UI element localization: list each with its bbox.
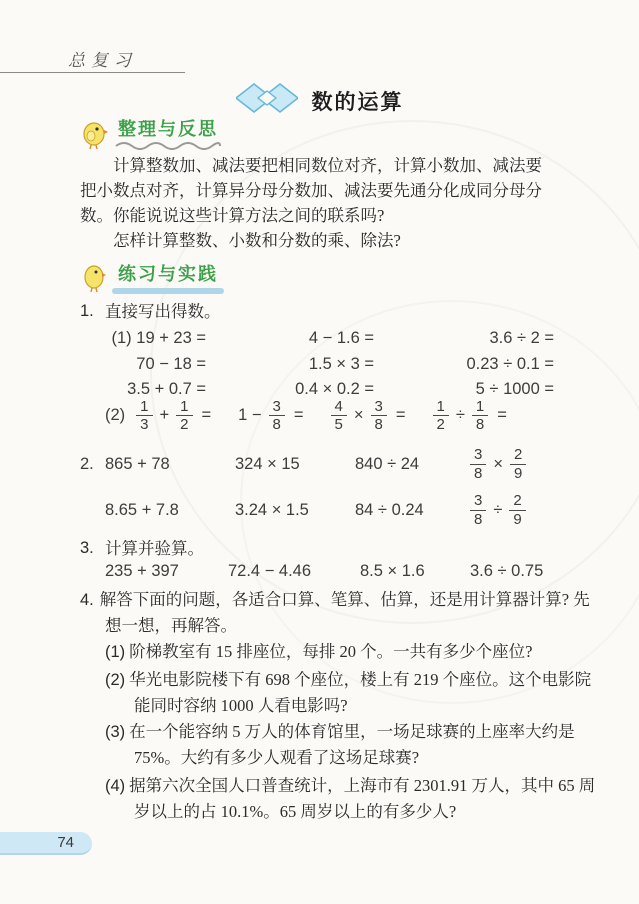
operator: × [353, 406, 364, 425]
question-3-equations [105, 559, 543, 584]
fraction [509, 492, 525, 528]
equals-sign: = [293, 406, 304, 425]
equation [80, 489, 235, 531]
item-label: (4) [105, 777, 126, 795]
question-4-item [105, 719, 596, 770]
reflect-paragraph: 计算整数加、减法要把相同数位对齐，计算小数加、减法要把小数点对齐，计算异分母分数加、减法要先通分化成同分母分数。你能说说这些计算方法之间的联系吗? [80, 156, 542, 225]
question-2-equations [80, 443, 526, 531]
fraction [176, 398, 192, 434]
page-number: 74 [57, 834, 74, 851]
row-label: (2) [105, 406, 126, 425]
equation: 5 ÷ 1000 = [475, 380, 554, 398]
section-reflect-heading [82, 118, 222, 155]
equation: 840 ÷ 24 [355, 454, 420, 473]
section-heading-label: 整理与反思 [118, 119, 218, 139]
numerator: 4 [334, 398, 343, 415]
denominator: 8 [470, 464, 486, 482]
equation: 3.6 ÷ 0.75 [470, 562, 544, 580]
equals-sign: = [201, 406, 212, 425]
numerator: 1 [436, 398, 445, 415]
question-number: 4. [80, 591, 94, 609]
running-head-rule [0, 46, 185, 73]
equation: 72.4 − 4.46 [228, 562, 312, 580]
question-number: 3. [80, 539, 94, 557]
running-head: 总复习 [68, 51, 137, 70]
operator: + [159, 406, 170, 425]
fraction-equation [433, 398, 507, 434]
numerator: 3 [474, 492, 483, 510]
equation-text: 8.65 + 7.8 [105, 500, 179, 519]
equation: 235 + 397 [105, 562, 179, 580]
fraction [470, 492, 486, 528]
equation: 0.4 × 0.2 = [295, 380, 374, 398]
question-number: 2. [80, 454, 94, 473]
fraction-equation [136, 398, 211, 434]
fraction [472, 398, 488, 434]
item-text: 在一个能容纳 5 万人的体育馆里，一场足球赛的上座率大约是 75%。大约有多少人观看了这场足球赛? [129, 722, 575, 767]
question-1-title [80, 299, 221, 324]
operator: × [493, 454, 503, 473]
denominator: 8 [269, 415, 285, 433]
equation: (1) 19 + 23 = [111, 329, 206, 347]
chick-icon [82, 263, 106, 298]
denominator: 9 [510, 464, 526, 482]
item-text: 华光电影院楼下有 698 个座位，楼上有 219 个座位。这个电影院能同时容纳 1000 人看电影吗? [129, 670, 592, 715]
chapter-title-row [0, 82, 639, 119]
double-diamond-icon [236, 82, 298, 119]
question-text: 解答下面的问题，各适合口算、笔算、估算，还是用计算器计算? 先想一想，再解答。 [99, 590, 590, 635]
denominator: 8 [371, 415, 387, 433]
equation: 4 − 1.6 = [308, 329, 374, 347]
equation: 1.5 × 3 = [308, 354, 374, 373]
item-label: (3) [105, 723, 126, 741]
equation: 3.24 × 1.5 [235, 500, 309, 519]
denominator: 5 [331, 415, 347, 433]
fraction [269, 398, 285, 434]
equation: 84 ÷ 0.24 [355, 500, 424, 519]
denominator: 9 [509, 510, 525, 528]
numerator: 1 [475, 398, 485, 415]
fraction [433, 398, 449, 434]
fraction [331, 398, 347, 434]
fraction [136, 398, 152, 434]
reflect-question: 怎样计算整数、小数和分数的乘、除法? [113, 231, 401, 250]
denominator: 2 [176, 415, 192, 433]
numerator: 3 [374, 398, 383, 415]
equation: 3.5 + 0.7 = [127, 380, 206, 398]
denominator: 8 [470, 510, 486, 528]
numerator: 3 [474, 446, 483, 464]
numerator: 1 [180, 398, 189, 415]
fraction-equation [470, 443, 526, 485]
equation: 70 − 18 = [136, 354, 206, 373]
question-text: 直接写出得数。 [105, 302, 221, 321]
question-number: 1. [80, 302, 94, 320]
numerator: 3 [272, 398, 281, 415]
item-label: (2) [105, 671, 126, 689]
fraction [510, 446, 526, 482]
fraction [470, 446, 486, 482]
question-1-fraction-row [105, 398, 507, 434]
equation [80, 443, 235, 485]
question-text: 计算并验算。 [105, 539, 204, 558]
numerator: 2 [513, 446, 523, 464]
equation: 3.6 ÷ 2 = [489, 329, 554, 347]
question-4-intro [80, 587, 591, 638]
item-text: 据第六次全国人口普查统计，上海市有 2301.91 万人，其中 65 周岁以上的占 10.1%。65 周岁以上的有多少人? [129, 776, 596, 821]
fraction [371, 398, 387, 434]
denominator: 2 [433, 415, 449, 433]
fraction-equation [238, 398, 303, 434]
equation: 324 × 15 [235, 454, 300, 473]
question-3-title [80, 536, 204, 561]
item-text: 阶梯教室有 15 排座位，每排 20 个。一共有多少个座位? [129, 642, 533, 661]
numerator: 2 [513, 492, 522, 510]
equals-sign: = [497, 406, 507, 425]
fraction-equation [470, 489, 526, 531]
operator: ÷ [493, 500, 503, 519]
section-practice-heading [82, 263, 224, 298]
question-1-equations [80, 326, 554, 403]
equation-text: 1 − [238, 406, 262, 425]
denominator: 8 [472, 415, 488, 433]
question-4-item [105, 667, 596, 718]
section-heading-label: 练习与实践 [118, 264, 218, 284]
chick-icon [82, 118, 108, 155]
equation: 0.23 ÷ 0.1 = [466, 354, 554, 373]
equals-sign: = [395, 406, 406, 425]
blue-underline-bar [112, 288, 224, 294]
fraction-equation [331, 398, 406, 434]
wavy-underline [114, 140, 222, 150]
page-title: 数的运算 [311, 90, 404, 114]
question-4-item [105, 773, 596, 824]
item-label: (1) [105, 643, 126, 661]
page-number-badge [0, 832, 92, 855]
numerator: 1 [140, 398, 149, 415]
denominator: 3 [136, 415, 152, 433]
equation-text: 865 + 78 [105, 454, 170, 473]
operator: ÷ [455, 406, 465, 425]
equation: 8.5 × 1.6 [360, 562, 425, 580]
question-4-item [105, 639, 596, 665]
